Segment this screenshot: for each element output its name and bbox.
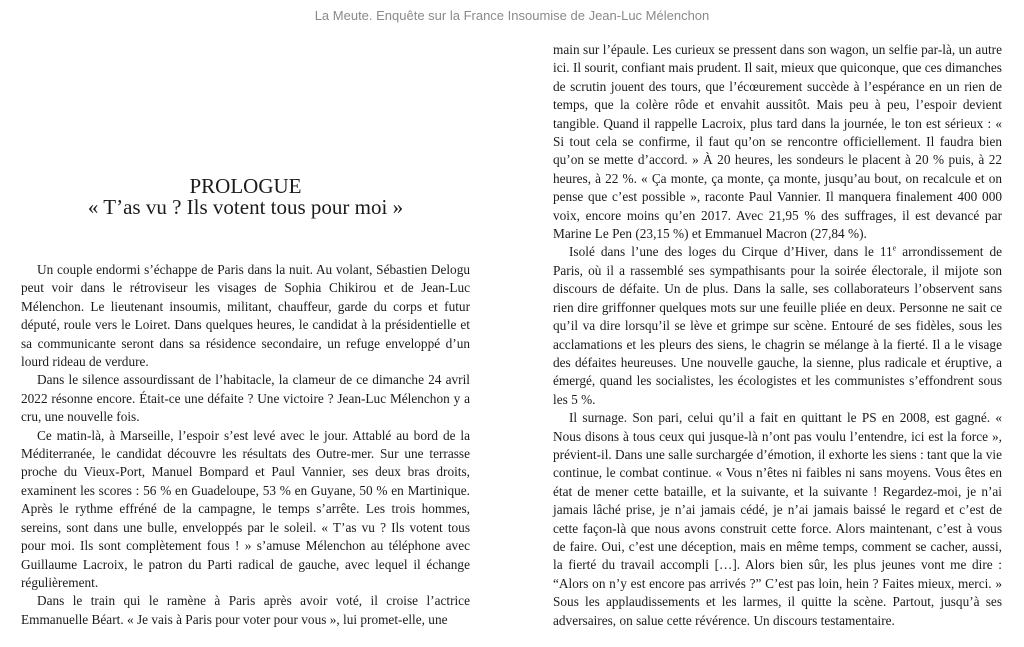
paragraph: Dans le silence assourdissant de l’habitacle, la clameur de ce dimanche 24 avril 2022 résonne encore. Était-ce une défaite ? Une victoire ? Jean-Luc Mélenchon y a cru, une nouvelle fois. [21, 372, 470, 425]
paragraph: Un couple endormi s’échappe de Paris dans la nuit. Au volant, Sébastien Delogu peut voir dans le rétroviseur les visages de Sophia Chikirou et de Jean-Luc Mélenchon. Le lieutenant insoumis, militant, chauffeur, garde du corps et futur député, roule vers le Loiret. Dans quelques heures, le candidat à la présidentielle et sa communicante seront dans sa résidence secondaire, un refuge enveloppé d’un lourd rideau de verdure. [21, 262, 470, 370]
chapter-title: PROLOGUE [189, 174, 302, 198]
superscript: e [892, 244, 897, 254]
chapter-heading [21, 176, 470, 218]
paragraph-continuation: main sur l’épaule. Les curieux se pressent dans son wagon, un selfie par-là, un autre ici. Il sourit, confiant mais prudent. Il sait, mieux que quiconque, que ces dimanches de scrutin jouent des tours, que l’écœurement succède à l’espérance en un rien de temps, que la colère rôde et envahit aussitôt. Mais peu à peu, l’espoir devient tangible. Quand il rappelle Lacroix, plus tard dans la journée, le ton est sérieux : « Si tout cela se confirme, il faut qu’on se rencontre officiellement. Il faudra bien qu’on se mette d’accord. » À 20 heures, les sondeurs le placent à 20 % puis, à 22 heures, à 22 %. « Ça monte, ça monte, ça monte, jusqu’au bout, on recalcule et on pense que c’est possible », raconte Paul Vannier. Il manquera finalement 400 000 voix, encore moins qu’en 2017. Avec 21,95 % des suffrages, il est devancé par Marine Le Pen (23,15 %) et Emmanuel Macron (27,84 %). [553, 42, 1002, 242]
right-column [553, 41, 1002, 630]
chapter-subtitle: « T’as vu ? Ils votent tous pour moi » [87, 195, 404, 219]
paragraph-text: Isolé dans l’une des loges du Cirque d’Hiver, dans le 11 [569, 244, 893, 260]
paragraph: Dans le train qui le ramène à Paris après avoir voté, il croise l’actrice Emmanuelle Béart. « Je vais à Paris pour voter pour vous », lui promet-elle, une [21, 593, 470, 627]
paragraph [553, 243, 1002, 409]
running-header: La Meute. Enquête sur la France Insoumise de Jean-Luc Mélenchon [314, 8, 710, 23]
paragraph: Ce matin-là, à Marseille, l’espoir s’est levé avec le jour. Attablé au bord de la Méditerranée, le candidat découvre les résultats des Outre-mer. Sur une terrasse proche du Vieux-Port, Manuel Bompard et Paul Vannier, ses deux bras droits, examinent les scores : 56 % en Guadeloupe, 53 % en Guyane, 50 % en Martinique. Après le rythme effréné de la campagne, le temps s’arrête. Les trois hommes, sereins, sont dans une bulle, enveloppés par le soleil. « T’as vu ? Ils votent tous pour moi. Ils sont complètement fous ! » s’amuse Mélenchon au téléphone avec Guillaume Lacroix, le patron du Parti radical de gauche, avec lequel il échange régulièrement. [21, 427, 470, 590]
left-column [21, 261, 470, 629]
paragraph-text: arrondissement de Paris, où il a rassemblé ses sympathisants pour la soirée électorale, il mijote son discours de défaite. Un de plus. Dans la salle, ses collaborateurs l’observent sans rien dire griffonner quelques mots sur une feuille pliée en deux. Personne ne sait ce qu’il va dire lorsqu’il se lève et grimpe sur scène. Entouré de ses fidèles, sous les acclamations et les pleurs des siens, le chagrin se mélange à la fierté. Il a le visage des défaites heureuses. Une nouvelle gauche, la sienne, plus radicale et éruptive, a émergé, quand les socialistes, les écologistes et les communistes s’effondrent sous les 5 %. [553, 244, 1003, 407]
paragraph: Il surnage. Son pari, celui qu’il a fait en quittant le PS en 2008, est gagné. « Nous disons à tous ceux qui jusque-là n’ont pas voulu l’entendre, ici est la force », prévient-il. Dans une salle surchargée d’émotion, il exhorte les siens : tant que la vie continue, le combat continue. « Vous n’êtes ni faibles ni sans moyens. Vous êtes en état de mener cette bataille, et la suivante, et la suivante ! Regardez-moi, je n’ai jamais lâché prise, je n’ai jamais cédé, je n’ai jamais baissé le regard et c’est de cette façon-là que nous avons construit cette force. Alors maintenant, c’est à vous de faire. Oui, c’est une déception, mais en même temps, comment se cacher, aussi, la fierté du travail accompli […]. Alors bien sûr, les plus jeunes vont me dire : “Alors on n’y est encore pas arrivés ?” C’est pas loin, hein ? Faites mieux, merci. » Sous les applaudissements et les larmes, il quitte la scène. Partout, jusqu’à ses adversaires, on salue cette révérence. Un discours testamentaire. [553, 410, 1002, 628]
